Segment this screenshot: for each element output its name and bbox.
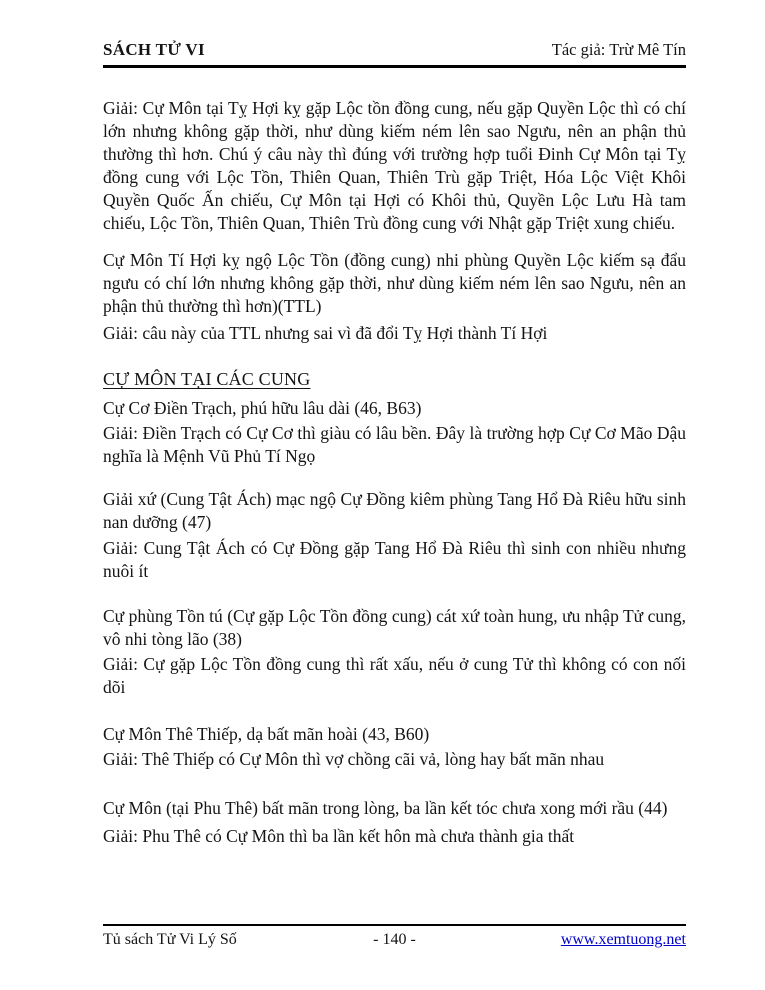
book-title: SÁCH TỬ VI bbox=[103, 40, 205, 59]
page-number: - 140 - bbox=[373, 931, 416, 948]
paragraph-giai-phu-the: Giải: Phu Thê có Cự Môn thì ba lần kết hôn mà chưa thành gia thất bbox=[103, 826, 575, 846]
paragraph-cu-mon-phu-the: Cự Môn (tại Phu Thê) bất mãn trong lòng, ba lần kết tóc chưa xong mới rầu (44) bbox=[103, 798, 668, 818]
paragraph-cu-co-dien-trach: Cự Cơ Điền Trạch, phú hữu lâu dài (46, B63) bbox=[103, 398, 422, 418]
paragraph-giai-xu-tat-ach: Giải xứ (Cung Tật Ách) mạc ngộ Cự Đồng kiêm phùng Tang Hổ Đà Riêu hữu sinh nan dưỡng (47) bbox=[103, 489, 686, 532]
page-header bbox=[103, 40, 686, 68]
paragraph-giai-cung-tat-ach: Giải: Cung Tật Ách có Cự Đồng gặp Tang Hổ Đà Riêu thì sinh con nhiều nhưng nuôi ít bbox=[103, 538, 686, 581]
paragraph-cu-mon-ti-hoi: Cự Môn Tí Hợi kỵ ngộ Lộc Tồn (đồng cung) nhi phùng Quyền Lộc kiếm sạ đẩu ngưu có chí lớn nhưng không gặp thời, như dùng kiếm ném lên sao Ngưu, nên an phận thủ thường thì hơn)(TTL) bbox=[103, 250, 686, 316]
paragraph-cu-mon-the-thiep: Cự Môn Thê Thiếp, dạ bất mãn hoài (43, B60) bbox=[103, 724, 430, 744]
footer-series-title: Tủ sách Tử Vi Lý Số bbox=[103, 931, 237, 948]
section-heading: CỰ MÔN TẠI CÁC CUNG bbox=[103, 369, 311, 389]
footer-site-wrap bbox=[492, 931, 686, 949]
page-footer bbox=[103, 924, 686, 949]
paragraph-giai-the-thiep: Giải: Thê Thiếp có Cự Môn thì vợ chồng cãi vả, lòng hay bất mãn nhau bbox=[103, 749, 605, 769]
paragraph-cu-phung-ton-tu: Cự phùng Tồn tú (Cự gặp Lộc Tồn đồng cung) cát xứ toàn hung, ưu nhập Tử cung, vô nhi tòng lão (38) bbox=[103, 606, 686, 649]
paragraph-giai-ttl: Giải: câu này của TTL nhưng sai vì đã đổi Tỵ Hợi thành Tí Hợi bbox=[103, 323, 548, 343]
website-link[interactable]: www.xemtuong.net bbox=[560, 931, 686, 948]
author-credit: Tác giả: Trừ Mê Tín bbox=[551, 40, 686, 59]
paragraph-giai-loc-ton: Giải: Cự gặp Lộc Tồn đồng cung thì rất xấu, nếu ở cung Tử thì không có con nối dõi bbox=[103, 654, 686, 697]
page-body bbox=[103, 97, 686, 848]
paragraph-giai-dien-trach: Giải: Điền Trạch có Cự Cơ thì giàu có lâu bền. Đây là trường hợp Cự Cơ Mão Dậu nghĩa là Mệnh Vũ Phủ Tí Ngọ bbox=[103, 423, 686, 466]
paragraph-giai-ty-hoi: Giải: Cự Môn tại Tỵ Hợi kỵ gặp Lộc tồn đồng cung, nếu gặp Quyền Lộc thì có chí lớn nhưng không gặp thời, như dùng kiếm ném lên sao Ngưu, nên an phận thủ thường thì hơn. Chú ý câu này thì đúng với trường hợp tuổi Đinh Cự Môn tại Tỵ đồng cung với Lộc Tồn, Thiên Quan, Thiên Trù gặp Triệt, Hóa Lộc Việt Khôi Quyền Quốc Ấn chiếu, Cự Môn tại Hợi có Khôi thủ, Quyền Lộc Lưu Hà tam chiếu, Lộc Tồn, Thiên Quan, Thiên Trù đồng cung với Nhật gặp Triệt xung chiếu. bbox=[103, 98, 686, 233]
